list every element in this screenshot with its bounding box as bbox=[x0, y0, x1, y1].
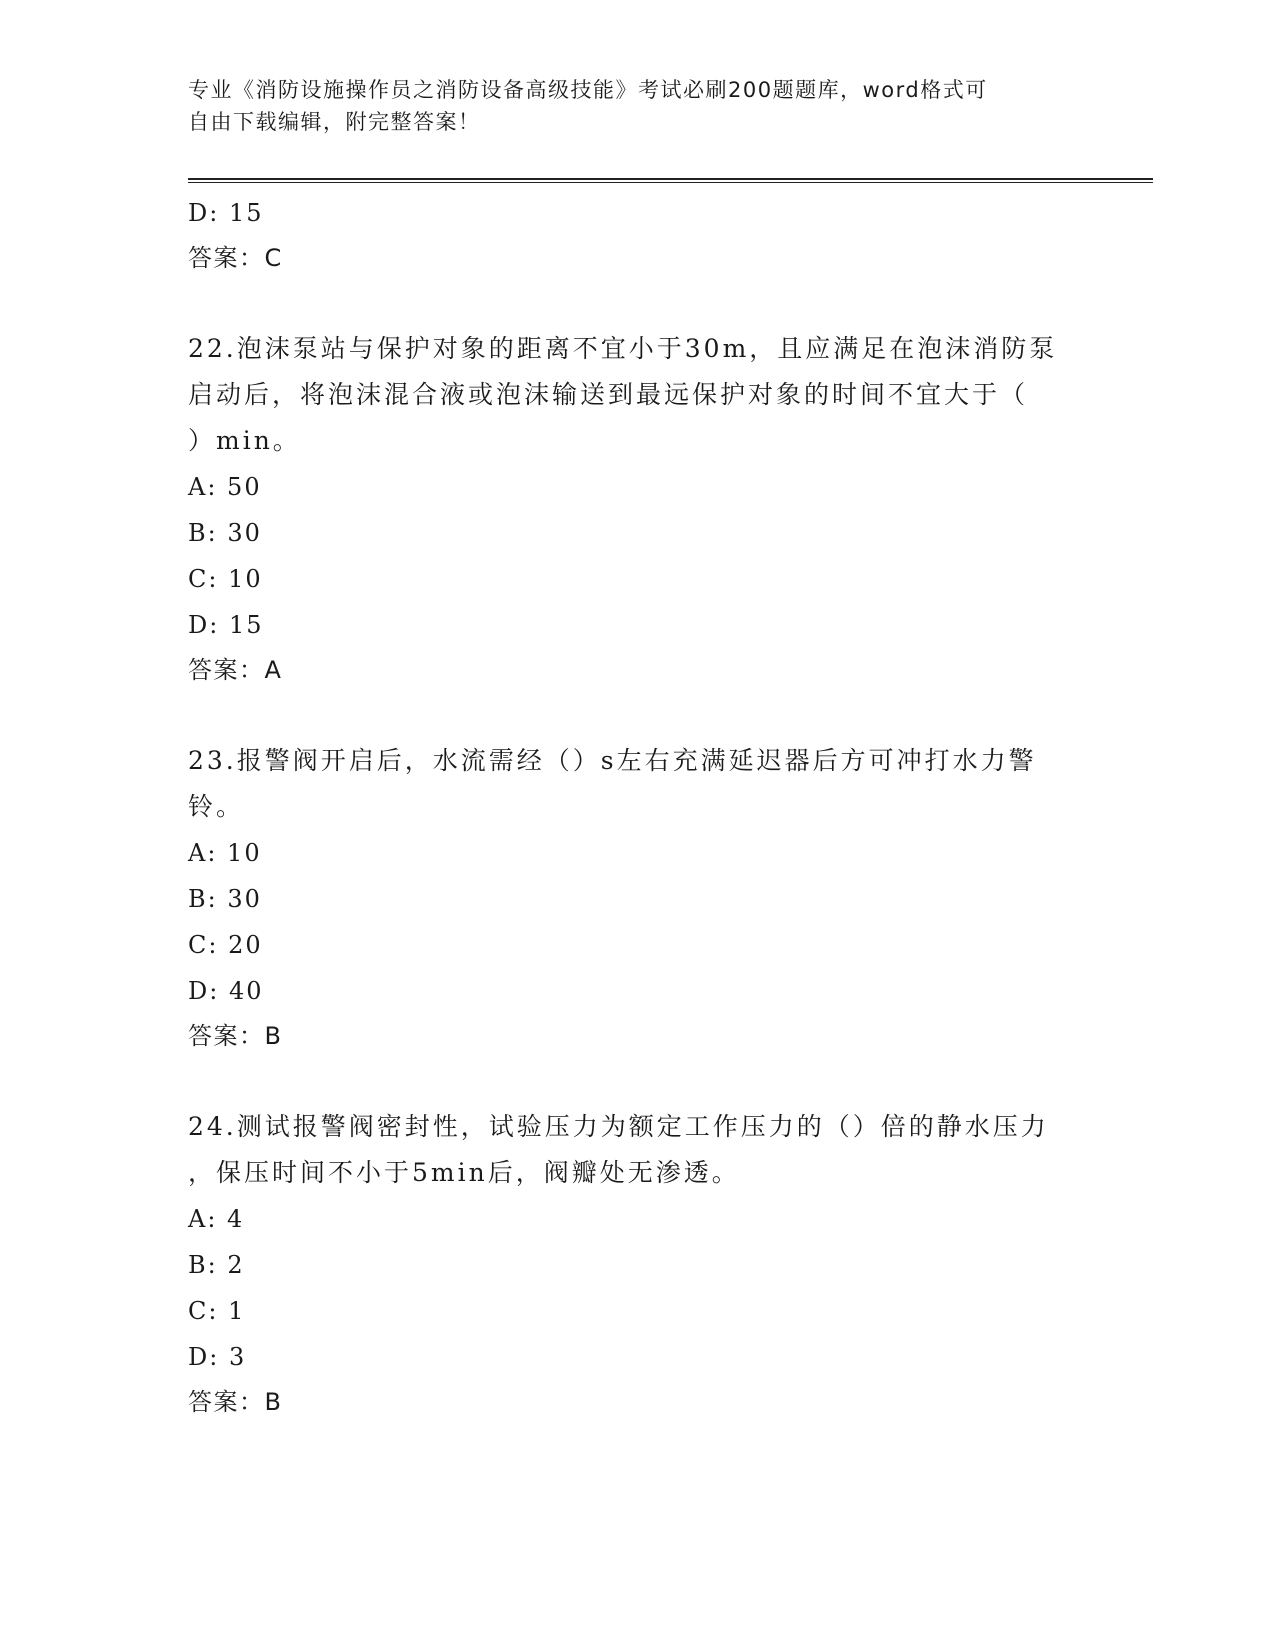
option-c: C: 20 bbox=[188, 931, 263, 959]
question-block-24 bbox=[188, 1104, 1088, 1424]
question-text-line: 启动后，将泡沫混合液或泡沫输送到最远保护对象的时间不宜大于（ bbox=[188, 380, 1029, 409]
question-text-line: 24.测试报警阀密封性，试验压力为额定工作压力的（）倍的静水压力 bbox=[188, 1112, 1049, 1141]
question-list bbox=[188, 190, 1088, 1424]
option-d: D: 3 bbox=[188, 1343, 247, 1371]
spacer bbox=[188, 280, 1088, 326]
question-block-22 bbox=[188, 326, 1088, 692]
header-line-1: 专业《消防设施操作员之消防设备高级技能》考试必刷200题题库，word格式可 bbox=[188, 78, 988, 102]
question-block-23 bbox=[188, 738, 1088, 1058]
option-c: C: 1 bbox=[188, 1297, 246, 1325]
question-text-line: 铃。 bbox=[188, 792, 245, 821]
option-a: A: 4 bbox=[188, 1205, 245, 1233]
page-header bbox=[188, 74, 1068, 138]
option-b: B: 2 bbox=[188, 1251, 245, 1279]
header-line-2: 自由下载编辑，附完整答案！ bbox=[188, 110, 481, 134]
question-text-line: 23.报警阀开启后，水流需经（）s左右充满延迟器后方可冲打水力警 bbox=[188, 746, 1037, 775]
question-text-line: 22.泡沫泵站与保护对象的距离不宜小于30m，且应满足在泡沫消防泵 bbox=[188, 334, 1058, 363]
option-d: D: 15 bbox=[188, 611, 264, 639]
question-text-line: ，保压时间不小于5min后，阀瓣处无渗透。 bbox=[188, 1158, 740, 1187]
answer-line: 答案：A bbox=[188, 656, 283, 684]
option-c: C: 10 bbox=[188, 565, 263, 593]
header-divider bbox=[188, 178, 1153, 183]
question-text-line: ）min。 bbox=[188, 426, 301, 455]
option-b: B: 30 bbox=[188, 519, 262, 547]
spacer bbox=[188, 692, 1088, 738]
carryover-answer: 答案：C bbox=[188, 244, 283, 272]
option-b: B: 30 bbox=[188, 885, 262, 913]
answer-line: 答案：B bbox=[188, 1388, 283, 1416]
option-a: A: 10 bbox=[188, 839, 262, 867]
spacer bbox=[188, 1058, 1088, 1104]
option-d: D: 40 bbox=[188, 977, 264, 1005]
carryover-option-d: D: 15 bbox=[188, 199, 264, 227]
answer-line: 答案：B bbox=[188, 1022, 283, 1050]
option-a: A: 50 bbox=[188, 473, 262, 501]
